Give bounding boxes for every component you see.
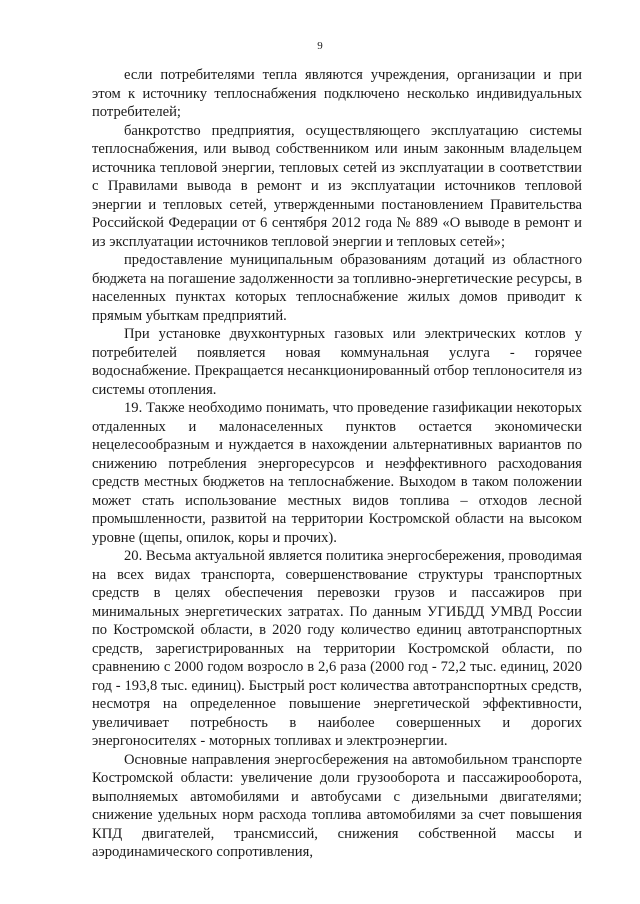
- body-text: [92, 66, 582, 862]
- paragraph-consumers: если потребителями тепла являются учреждения, организации и при этом к источнику теплоснабжения подключено несколько индивидуальных потребителей;: [92, 67, 582, 120]
- paragraph-boilers: При установке двухконтурных газовых или электрических котлов у потребителей появляется новая коммунальная услуга - горячее водоснабжение. Прекращается несанкционированный отбор теплоносителя из системы отопления.: [92, 326, 582, 398]
- paragraph-20: 20. Весьма актуальной является политика энергосбережения, проводимая на всех видах транспорта, совершенствование структуры транспортных средств в целях обеспечения перевозки грузов и пассажиров при минимальных энергетических затратах. По данным УГИБДД УМВД России по Костромской области, в 2020 году количество единиц автотранспортных средств, зарегистрированных на территории Костромской области, по сравнению с 2000 годом возросло в 2,6 раза (2000 год - 72,2 тыс. единиц, 2020 год - 193,8 тыс. единиц). Быстрый рост количества автотранспортных средств, несмотря на определенное повышение энергетической эффективности, увеличивает потребность в наиболее совершенных и дорогих энергоносителях - моторных топливах и электроэнергии.: [92, 548, 582, 749]
- page-number: 9: [317, 40, 323, 52]
- paragraph-19: 19. Также необходимо понимать, что проведение газификации некоторых отдаленных и малонаселенных пунктов остается экономически нецелесообразным и нуждается в нахождении альтернативных вариантов по снижению потребления энергоресурсов и неэффективного расходования средств местных бюджетов на теплоснабжение. Выходом в таком положении может стать использование местных видов топлива – отходов лесной промышленности, развитой на территории Костромской области на высоком уровне (щепы, опилок, коры и прочих).: [92, 400, 582, 546]
- paragraph-bankruptcy: банкротство предприятия, осуществляющего эксплуатацию системы теплоснабжения, или вывод собственником или иным законным владельцем источника тепловой энергии, тепловых сетей из эксплуатации в соответствии с Правилами вывода в ремонт и из эксплуатации источников тепловой энергии и тепловых сетей, утвержденными постановлением Правительства Российской Федерации от 6 сентября 2012 года № 889 «О выводе в ремонт и из эксплуатации источников тепловой энергии и тепловых сетей»;: [92, 122, 582, 250]
- paragraph-subsidies: предоставление муниципальным образованиям дотаций из областного бюджета на погашение задолженности за топливно-энергетические ресурсы, в населенных пунктах которых теплоснабжение жилых домов приводит к прямым убыткам предприятий.: [92, 252, 582, 324]
- paragraph-directions: Основные направления энергосбережения на автомобильном транспорте Костромской области: увеличение доли грузооборота и пассажирооборота, выполняемых автомобилями и автобусами с дизельными двигателями; снижение удельных норм расхода топлива автомобилями за счет повышения КПД двигателей, трансмиссий, снижения собственной массы и аэродинамического сопротивления,: [92, 751, 582, 860]
